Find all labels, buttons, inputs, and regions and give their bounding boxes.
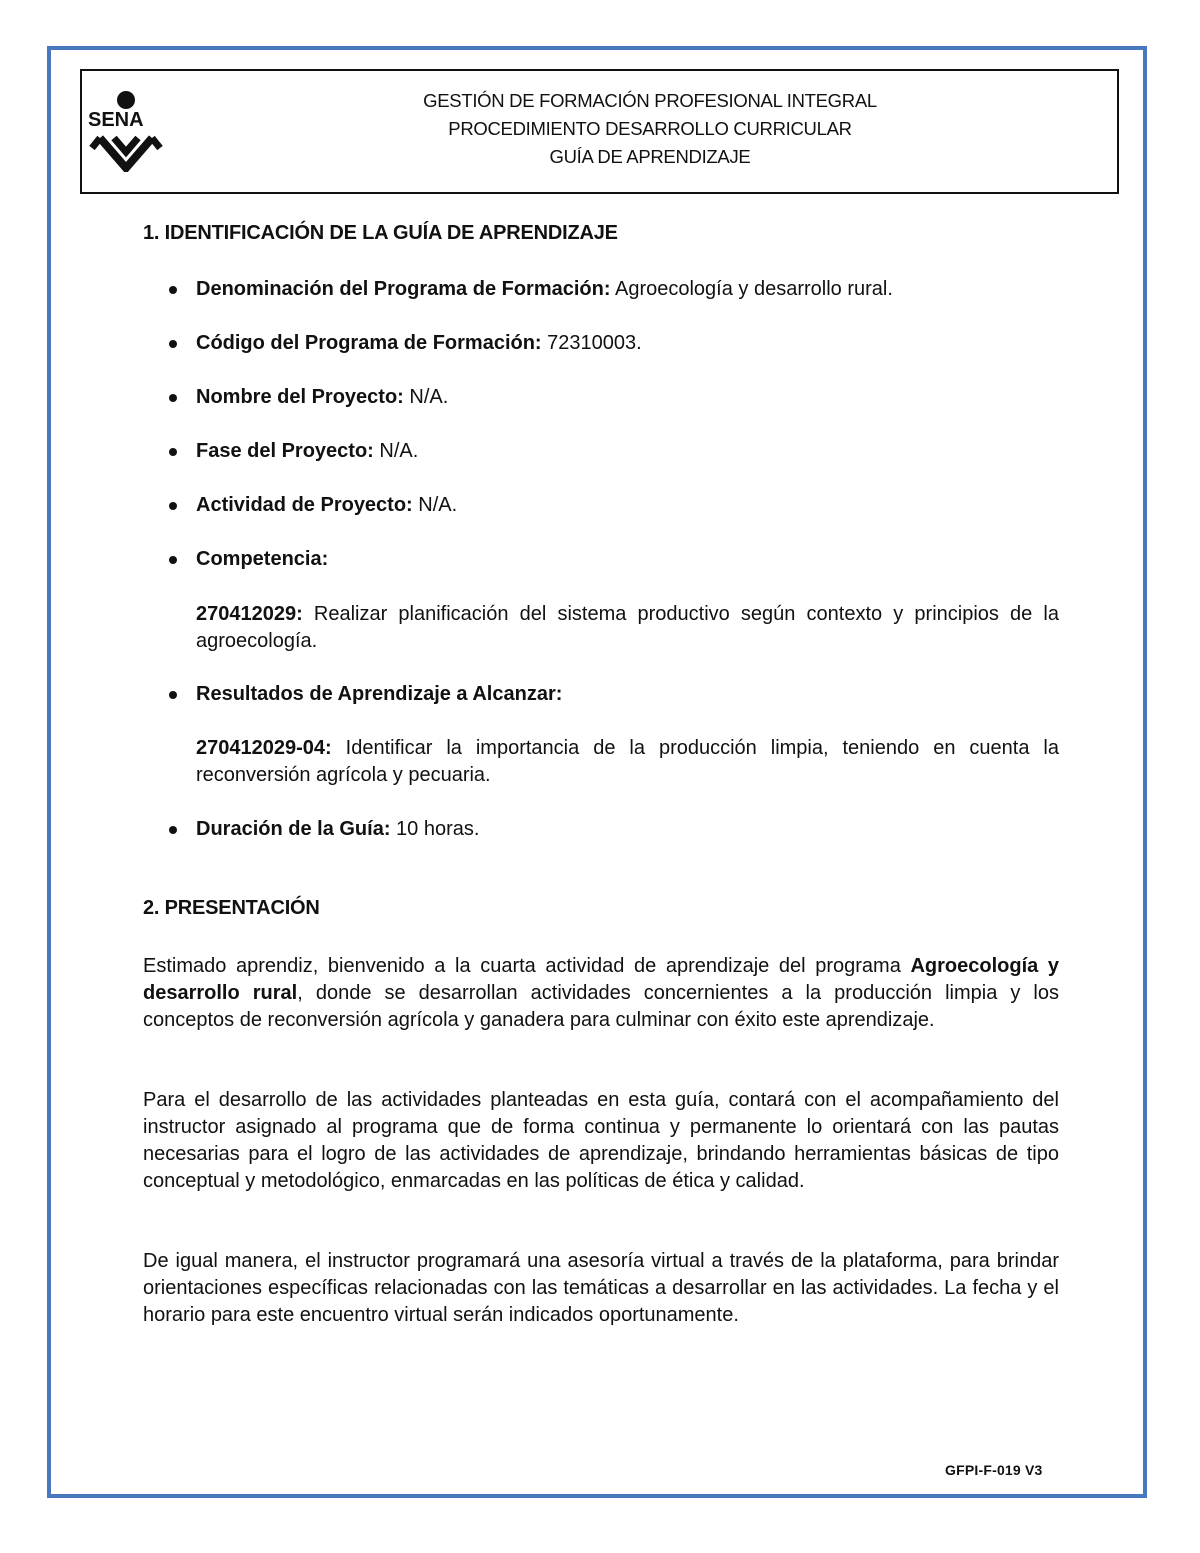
bullet-icon (169, 826, 177, 834)
section-1-title: 1. IDENTIFICACIÓN DE LA GUÍA DE APRENDIZAJE (143, 222, 618, 244)
paragraph-3: De igual manera, el instructor programará una asesoría virtual a través de la plataforma, para brindar orientaciones específicas relacionadas con las temáticas a desarrollar en las actividades. La fecha y el horario para este encuentro virtual serán indicados oportunamente. (143, 1250, 1059, 1326)
item-value: 10 horas. (390, 818, 480, 840)
competencia-text (196, 601, 1059, 655)
header-line-1: GESTIÓN DE FORMACIÓN PROFESIONAL INTEGRAL (423, 90, 877, 111)
header-line-3: GUÍA DE APRENDIZAJE (549, 146, 751, 167)
program-name: Agroecología y desarrollo rural (143, 955, 1059, 1004)
resultado-code: 270412029-04: (196, 737, 332, 759)
header-line-2: PROCEDIMIENTO DESARROLLO CURRICULAR (448, 118, 852, 139)
bullet-icon (169, 286, 177, 294)
item-label: Actividad de Proyecto: (196, 494, 413, 516)
paragraph-1-end: , donde se desarrollan actividades concernientes a la producción limpia y los conceptos de reconversión agrícola y ganadera para culminar con éxito este aprendizaje. (143, 982, 1059, 1031)
bullet-icon (169, 502, 177, 510)
bullet-icon (169, 448, 177, 456)
item-value: 72310003. (541, 332, 642, 354)
item-label: Nombre del Proyecto: (196, 386, 404, 408)
item-label: Código del Programa de Formación: (196, 332, 542, 354)
item-value: N/A. (412, 494, 458, 516)
paragraph-2: Para el desarrollo de las actividades planteadas en esta guía, contará con el acompañamiento del instructor asignado al programa que de forma continua y permanente lo orientará con las pautas necesarias para el logro de las actividades de aprendizaje, brindando herramientas básicas de tipo conceptual y metodológico, enmarcadas en las políticas de ética y calidad. (143, 1089, 1059, 1192)
bullet-icon (169, 394, 177, 402)
item-label: Competencia: (196, 548, 329, 570)
bullet-icon (169, 340, 177, 348)
item-label: Denominación del Programa de Formación: (196, 278, 611, 300)
header-title (180, 87, 1120, 171)
sena-logo (86, 88, 174, 172)
item-value: N/A. (403, 386, 449, 408)
item-value: Agroecología y desarrollo rural. (610, 278, 893, 300)
item-label: Fase del Proyecto: (196, 440, 374, 462)
item-value: N/A. (373, 440, 419, 462)
item-label: Resultados de Aprendizaje a Alcanzar: (196, 683, 563, 705)
section-2-title: 2. PRESENTACIÓN (143, 897, 320, 919)
competencia-code: 270412029: (196, 603, 303, 625)
item-label: Duración de la Guía: (196, 818, 391, 840)
resultado-text (196, 735, 1059, 789)
paragraph-1 (143, 953, 1059, 1034)
logo-text: SENA (88, 109, 144, 131)
resultado-description: Identificar la importancia de la producción limpia, teniendo en cuenta la reconversión agrícola y pecuaria. (196, 737, 1059, 786)
paragraph-1-start: Estimado aprendiz, bienvenido a la cuarta actividad de aprendizaje del programa (143, 955, 911, 977)
bullet-icon (169, 556, 177, 564)
form-code: GFPI-F-019 V3 (945, 1462, 1043, 1478)
competencia-description: Realizar planificación del sistema productivo según contexto y principios de la agroecología. (196, 603, 1059, 652)
bullet-icon (169, 691, 177, 699)
